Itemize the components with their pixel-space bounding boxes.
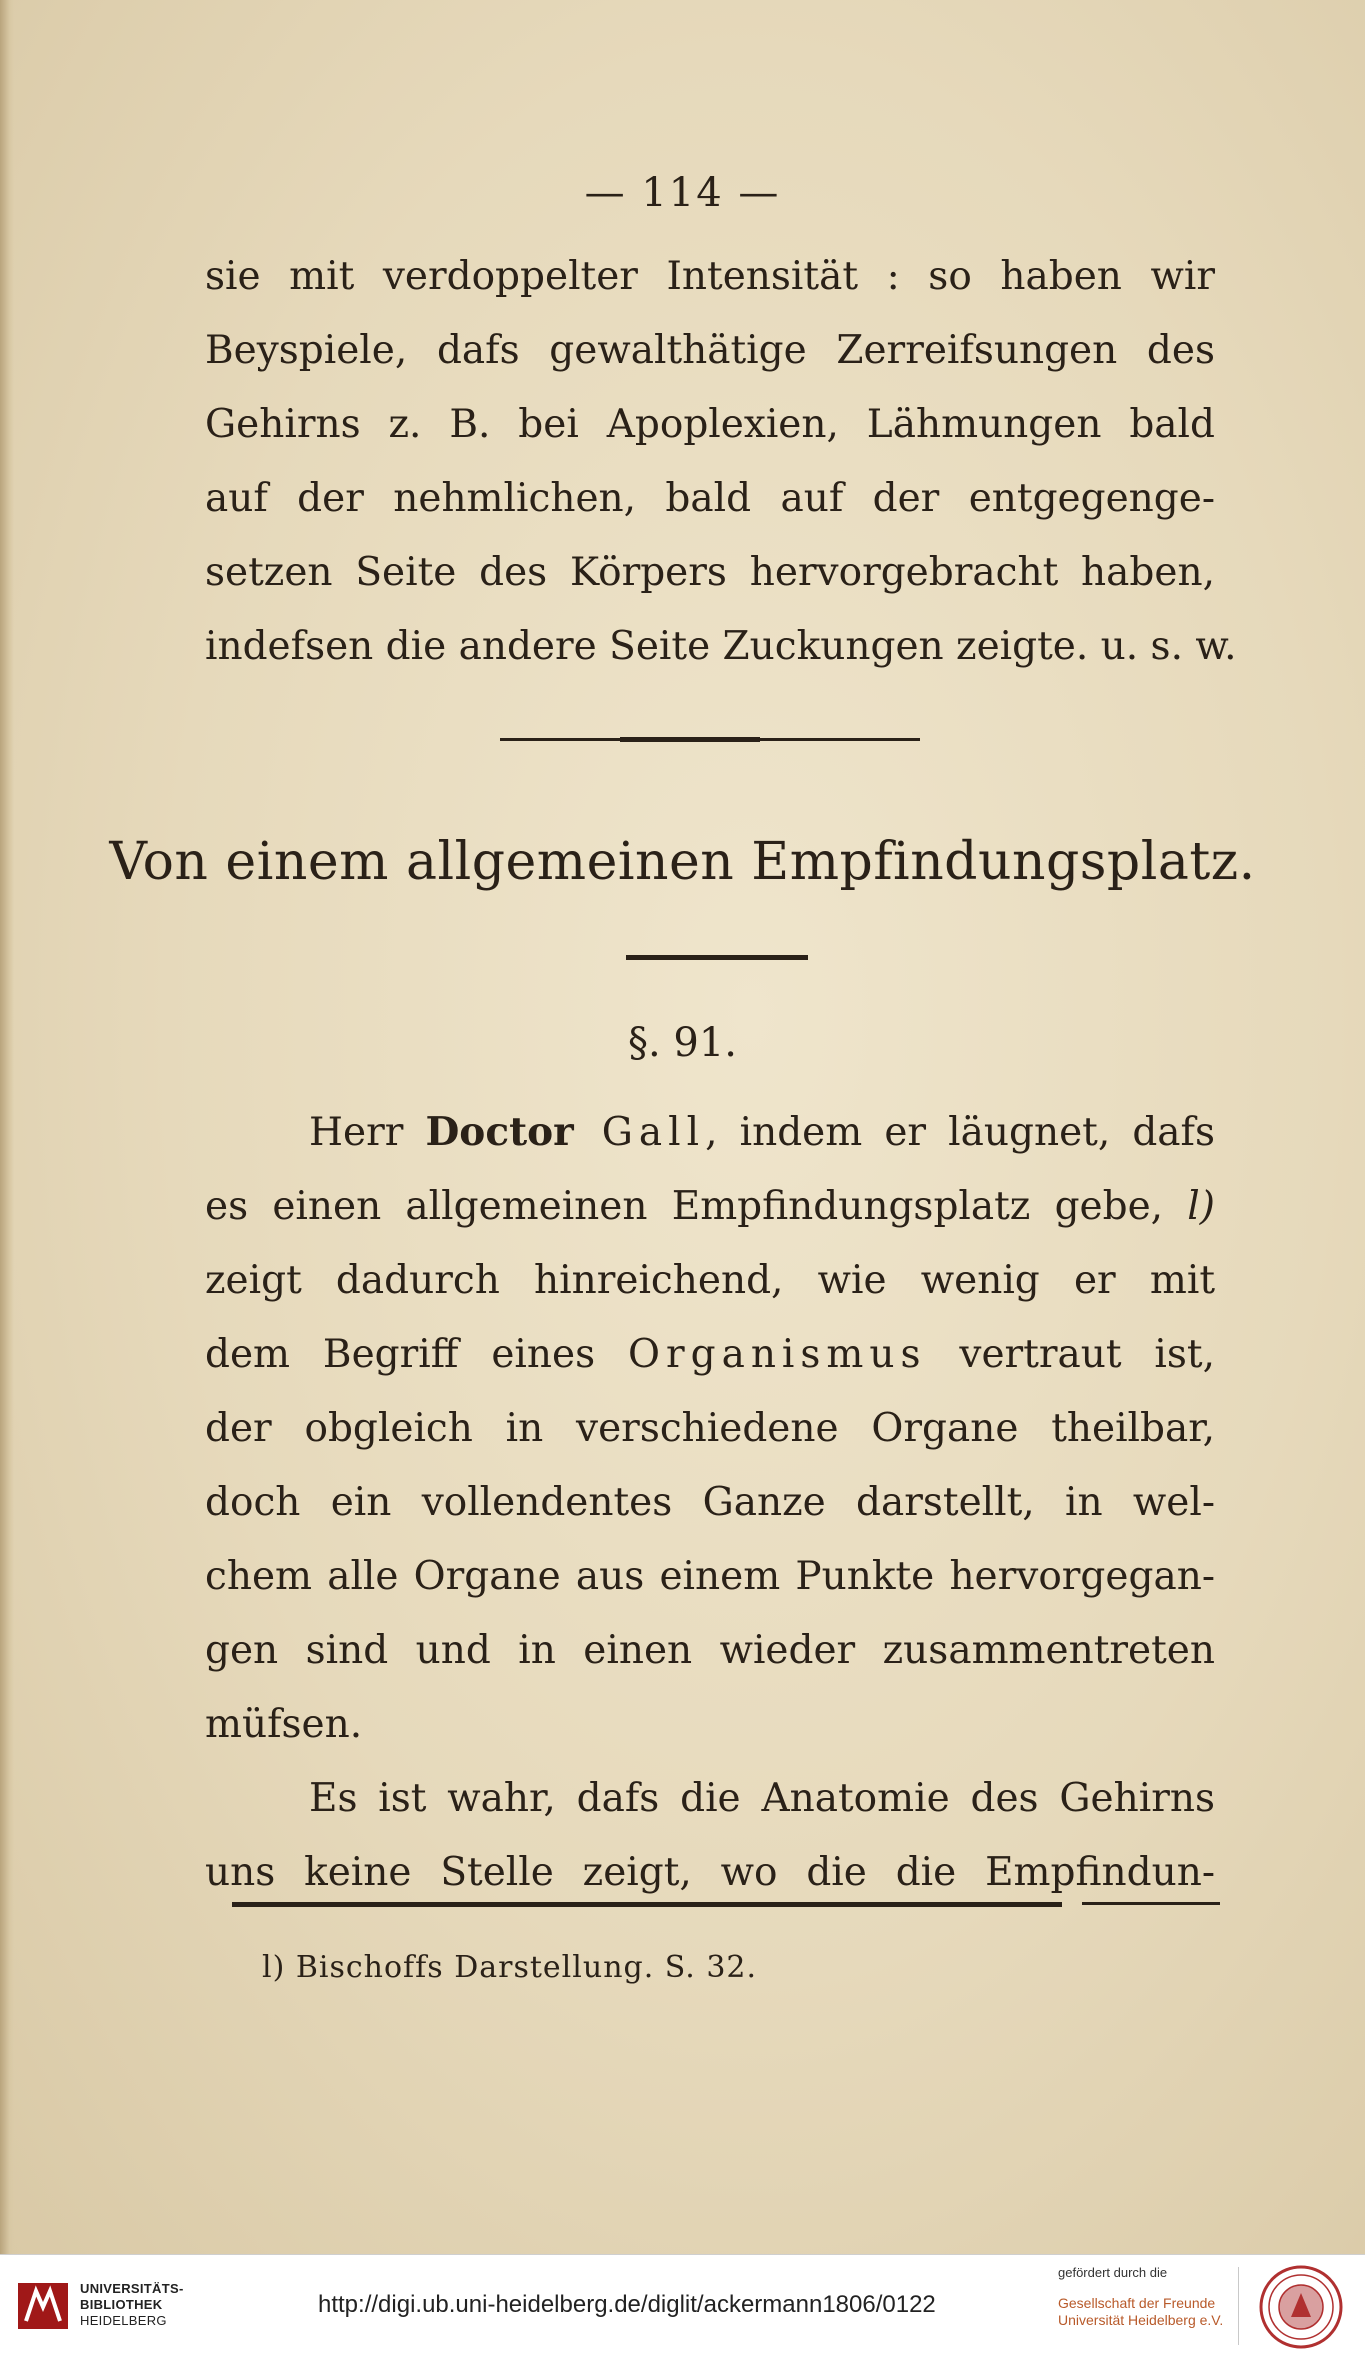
text-line: der obgleich in verschiedene Organe theilbar,	[205, 1406, 1215, 1451]
section-number: §. 91.	[627, 1020, 738, 1066]
funded-by-label: gefördert durch die	[1058, 2265, 1168, 2280]
text-block-section-91	[205, 1095, 1215, 1910]
text-line: müfsen.	[205, 1702, 363, 1747]
page-binding-edge	[0, 0, 14, 2254]
university-library-logo-icon	[14, 2277, 72, 2335]
text-block-continuation	[205, 240, 1237, 684]
library-name-line: HEIDELBERG	[80, 2313, 167, 2328]
library-name	[80, 2281, 184, 2329]
text-line: doch ein vollendentes Ganze darstellt, in wel-	[205, 1480, 1215, 1525]
text-run: dem Begriff eines	[205, 1332, 628, 1377]
text-line: sie mit verdoppelter Intensität : so haben wir	[205, 254, 1215, 299]
text-line	[205, 1318, 1215, 1392]
section-divider-rule	[500, 738, 920, 741]
text-line: setzen Seite des Körpers hervorgebracht haben,	[205, 550, 1215, 595]
sponsor-name	[1058, 2295, 1223, 2329]
text-run-spaced: Gall	[573, 1110, 706, 1155]
footnote-rule-short	[1082, 1902, 1220, 1905]
text-line: zeigt dadurch hinreichend, wie wenig er mit	[205, 1258, 1215, 1303]
footnote-rule	[232, 1902, 1062, 1907]
text-run: vertraut ist,	[926, 1332, 1215, 1377]
heading-rule	[626, 955, 808, 960]
text-run-bold: Doctor	[425, 1109, 574, 1155]
text-line: chem alle Organe aus einem Punkte hervorgegan-	[205, 1554, 1215, 1599]
text-line: Gehirns z. B. bei Apoplexien, Lähmungen bald	[205, 402, 1215, 447]
sponsor-line: Universität Heidelberg e.V.	[1058, 2312, 1224, 2328]
text-run: , indem er läugnet, dafs	[705, 1110, 1215, 1155]
library-name-line: BIBLIOTHEK	[80, 2297, 163, 2312]
footnote-marker: l)	[1187, 1184, 1215, 1229]
page-number: — 114 —	[584, 170, 781, 216]
footer-divider	[1238, 2267, 1239, 2345]
chapter-heading: Von einem allgemeinen Empfindungsplatz.	[109, 832, 1256, 892]
text-line: indefsen die andere Seite Zuckungen zeigte. u. s. w.	[205, 624, 1237, 669]
library-name-line: UNIVERSITÄTS-	[80, 2281, 184, 2296]
text-run: Herr	[309, 1110, 426, 1155]
sponsor-line: Gesellschaft der Freunde	[1058, 2295, 1216, 2311]
text-line	[205, 1170, 1215, 1244]
text-line: auf der nehmlichen, bald auf der entgegenge-	[205, 476, 1215, 521]
text-line: uns keine Stelle zeigt, wo die die Empfindun-	[205, 1850, 1215, 1895]
permalink-url[interactable]: http://digi.ub.uni-heidelberg.de/diglit/ackermann1806/0122	[318, 2291, 936, 2318]
text-run: es einen allgemeinen Empfindungsplatz gebe,	[205, 1184, 1188, 1229]
text-line: gen sind und in einen wieder zusammentreten	[205, 1628, 1215, 1673]
footnote: l) Bischoffs Darstellung. S. 32.	[262, 1950, 758, 1985]
text-run-spaced: Organismus	[627, 1332, 927, 1377]
university-seal-icon	[1255, 2263, 1347, 2351]
text-line: Beyspiele, dafs gewalthätige Zerreifsungen des	[205, 328, 1215, 373]
text-line	[205, 1095, 1215, 1170]
text-line: Es ist wahr, dafs die Anatomie des Gehirns	[309, 1776, 1215, 1821]
digitization-footer	[0, 2254, 1365, 2355]
